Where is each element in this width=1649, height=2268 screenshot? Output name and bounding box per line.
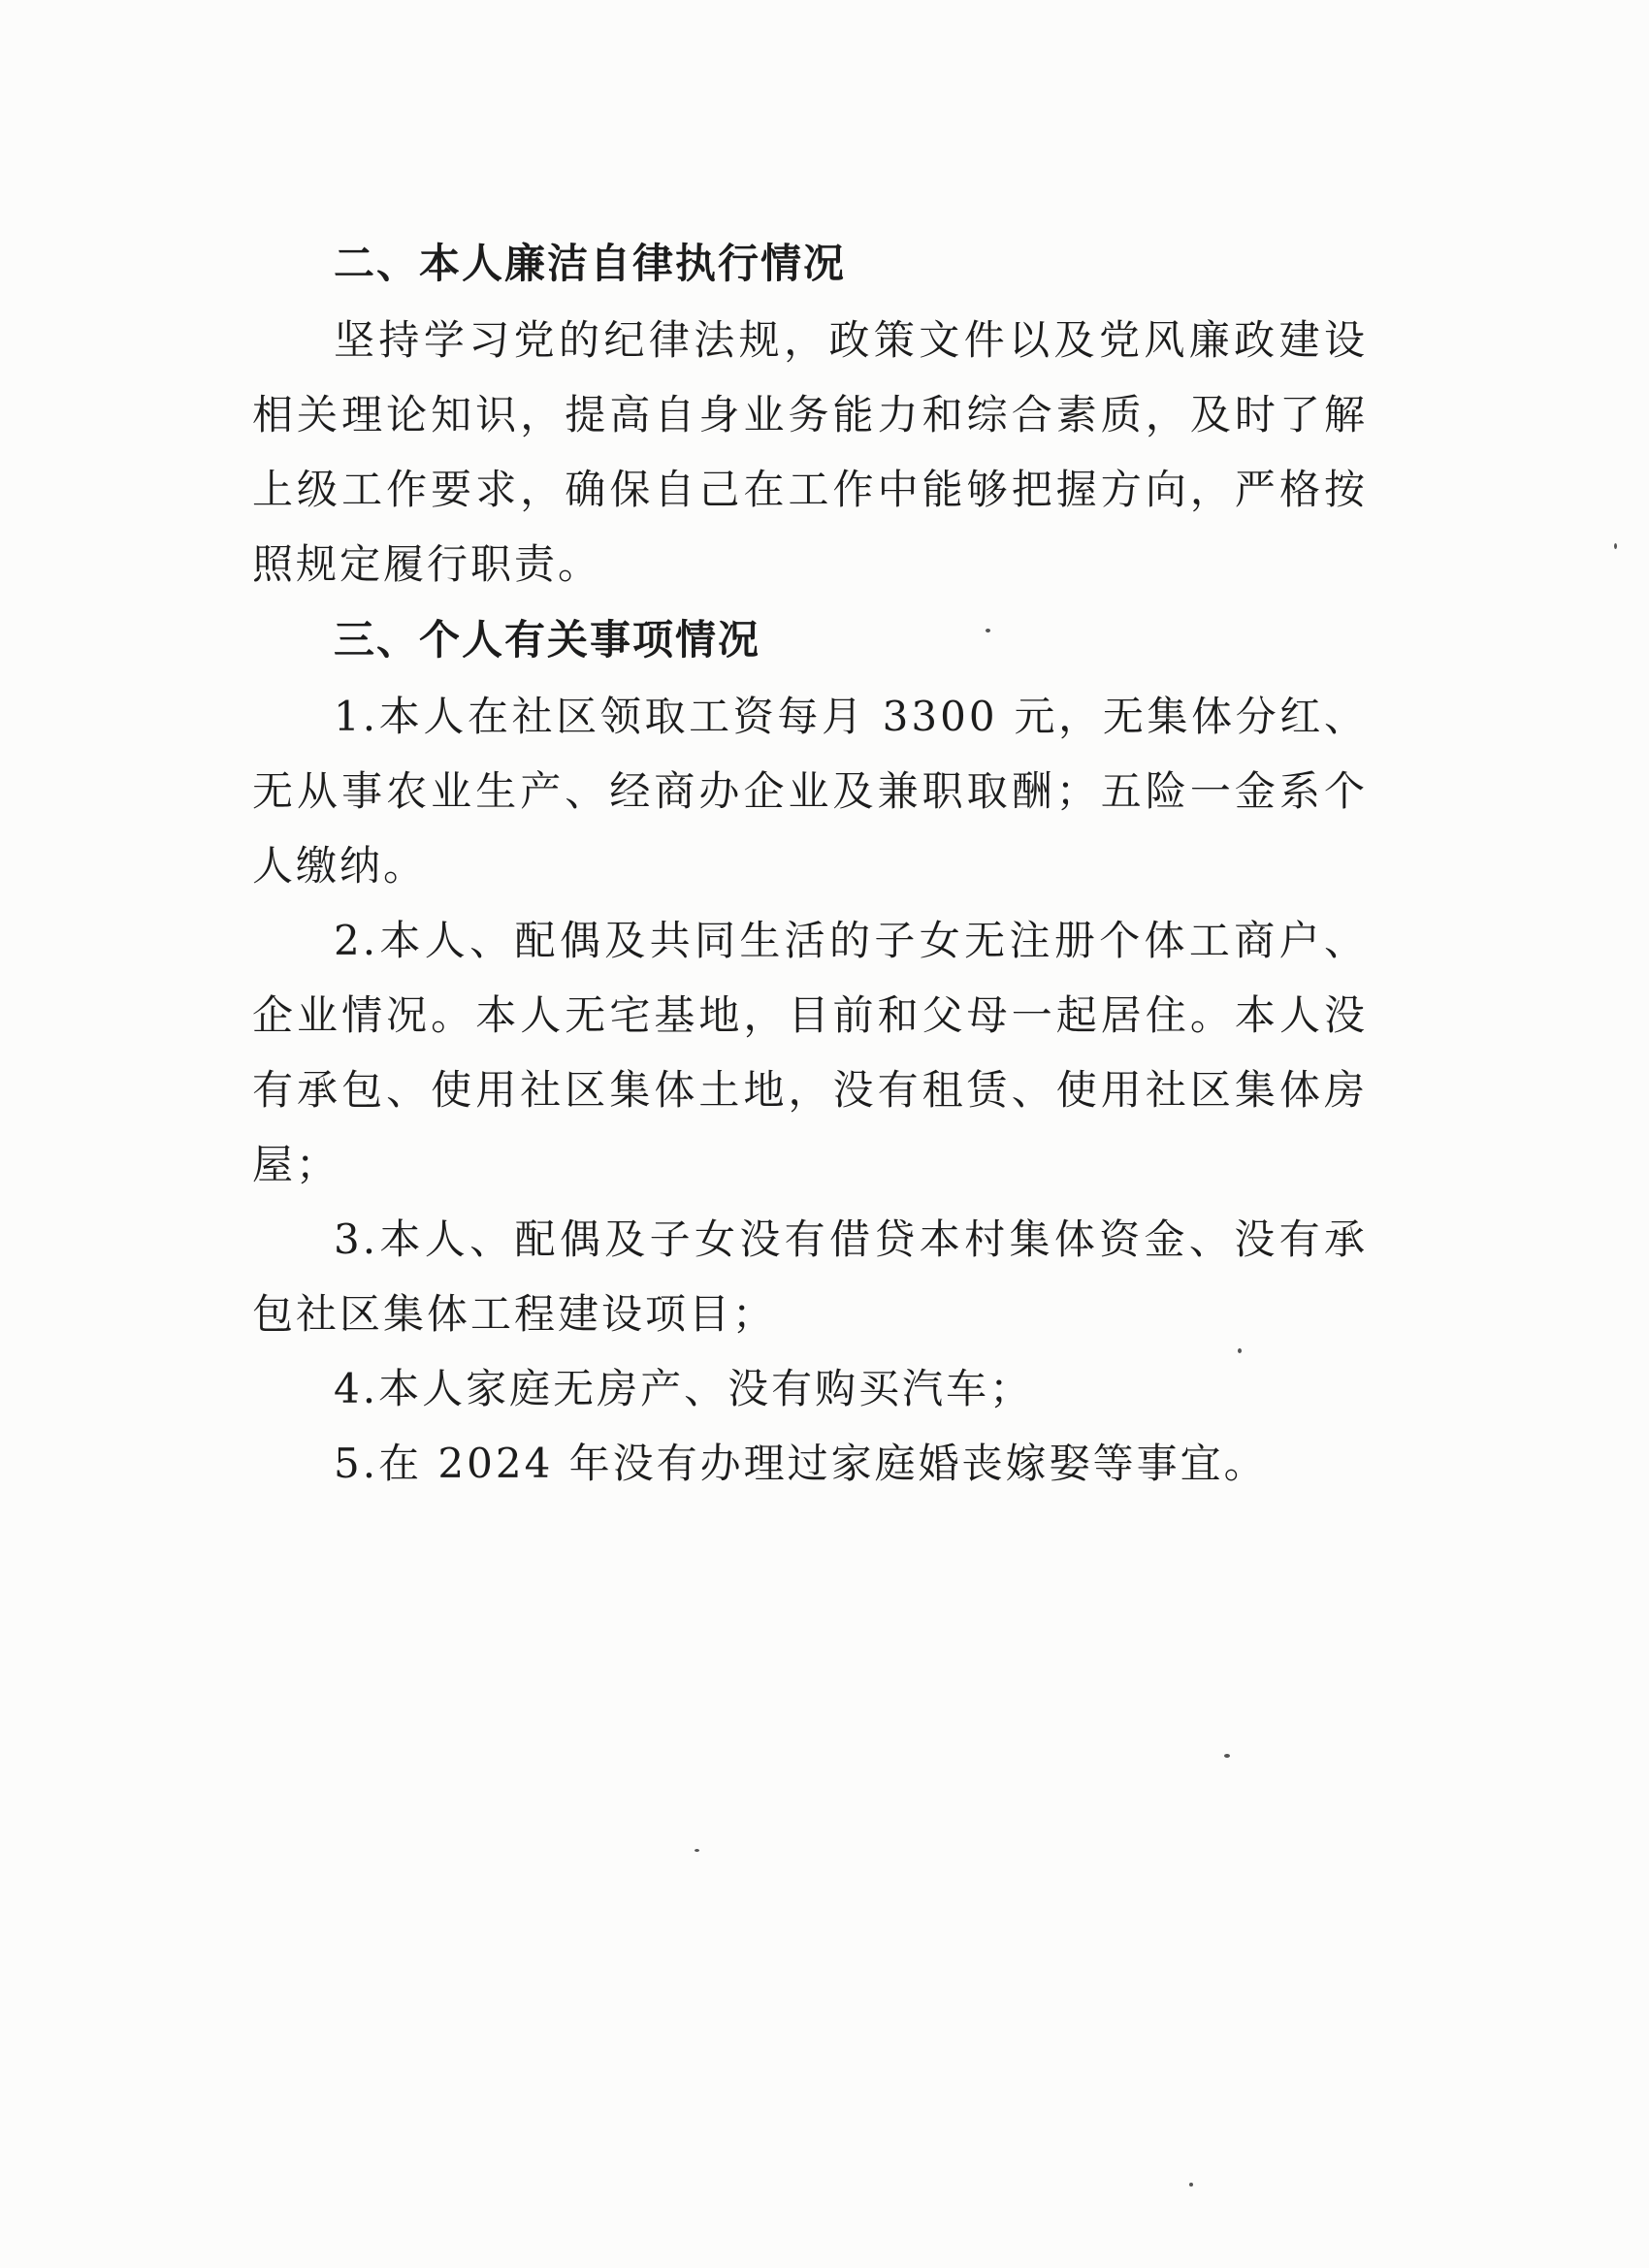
scan-speck	[1614, 543, 1617, 549]
section-3-item-5: 5.在 2024 年没有办理过家庭婚丧嫁娶等事宜。	[334, 1440, 1268, 1487]
section-3-item-3: 3.本人、配偶及子女没有借贷本村集体资金、没有承包社区集体工程建设项目；	[252, 1215, 1368, 1338]
section-3-item-4: 4.本人家庭无房产、没有购买汽车；	[334, 1365, 1034, 1412]
section-2-paragraph: 坚持学习党的纪律法规，政策文件以及党风廉政建设相关理论知识，提高自身业务能力和综合素质，及时了解上级工作要求，确保自己在工作中能够把握方向，严格按照规定履行职责。	[252, 316, 1368, 588]
section-3-item-1: 1.本人在社区领取工资每月 3300 元，无集体分红、无从事农业生产、经商办企业及兼职取酬；五险一金系个人缴纳。	[252, 693, 1368, 890]
document-body	[252, 225, 1368, 1501]
scan-speck	[1238, 1348, 1242, 1353]
scan-speck	[1224, 1754, 1230, 1758]
section-3-heading: 三、个人有关事项情况	[334, 616, 761, 664]
section-2-heading: 二、本人廉洁自律执行情况	[334, 240, 847, 287]
scan-speck	[1189, 2183, 1193, 2187]
section-3-item-2: 2.本人、配偶及共同生活的子女无注册个体工商户、企业情况。本人无宅基地，目前和父母一起居住。本人没有承包、使用社区集体土地，没有租赁、使用社区集体房屋；	[252, 917, 1368, 1188]
scan-speck	[986, 629, 990, 632]
scan-speck	[695, 1849, 699, 1852]
